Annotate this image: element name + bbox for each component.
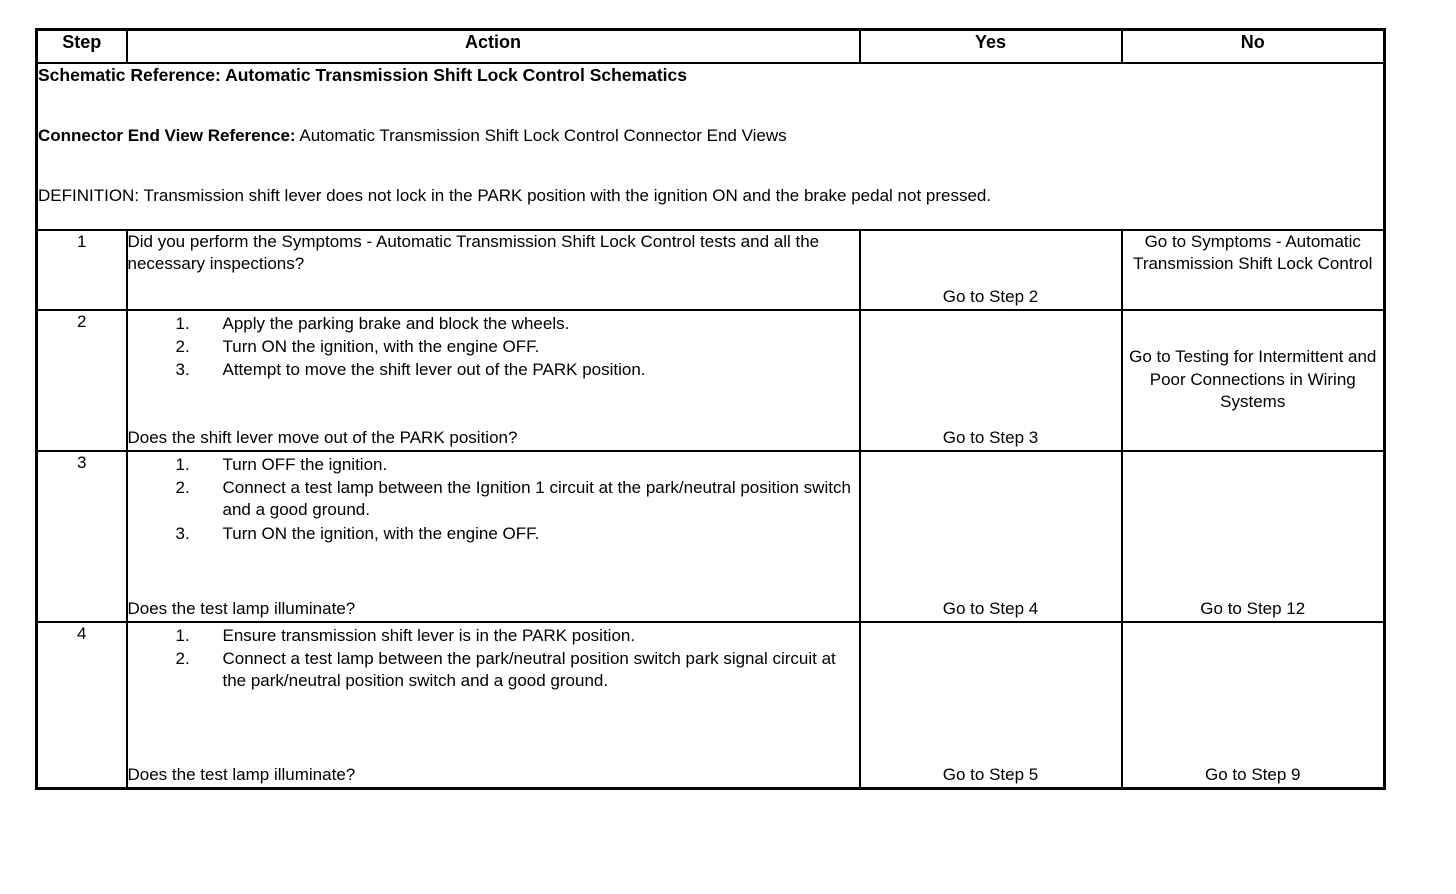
yes-text: Go to Step 3 [942, 428, 1039, 448]
action-list-item: Ensure transmission shift lever is in the PARK position. [222, 625, 636, 645]
reference-row [37, 63, 1385, 230]
connector-reference-text: Automatic Transmission Shift Lock Control Connector End Views [299, 125, 787, 145]
action-list-item: Apply the parking brake and block the wheels. [222, 313, 570, 333]
connector-reference-line [38, 125, 1383, 147]
action-list-item: Turn ON the ignition, with the engine OFF. [222, 336, 540, 356]
step-row-2 [37, 310, 1385, 451]
col-header-action: Action [127, 30, 860, 63]
step-number: 3 [37, 451, 127, 622]
steps-body [37, 230, 1385, 789]
schematic-reference-text: Automatic Transmission Shift Lock Control Schematics [225, 64, 687, 85]
action-list-item: Connect a test lamp between the Ignition 1 circuit at the park/neutral position switch and a good ground. [222, 477, 851, 520]
no-cell [1122, 451, 1385, 622]
yes-cell [860, 622, 1122, 789]
yes-cell [860, 310, 1122, 451]
action-list-item: Connect a test lamp between the park/neutral position switch park signal circuit at the park/neutral position switch and a good ground. [222, 648, 836, 691]
step-row-3 [37, 451, 1385, 622]
step-number: 4 [37, 622, 127, 789]
action-question: Does the shift lever move out of the PARK position? [127, 428, 518, 448]
definition-line: DEFINITION: Transmission shift lever does not lock in the PARK position with the ignition ON and the brake pedal not pressed. [38, 186, 992, 206]
col-header-no: No [1122, 30, 1385, 63]
step-number: 1 [37, 230, 127, 310]
action-intro: Did you perform the Symptoms - Automatic Transmission Shift Lock Control tests and all the necessary inspections? [127, 231, 820, 273]
yes-cell [860, 451, 1122, 622]
action-list [128, 625, 859, 694]
col-header-step: Step [37, 30, 127, 63]
step-number: 2 [37, 310, 127, 451]
no-cell [1122, 622, 1385, 789]
action-cell [127, 622, 860, 789]
schematic-reference-line [38, 64, 1383, 87]
step-row-4 [37, 622, 1385, 789]
action-question: Does the test lamp illuminate? [127, 599, 356, 619]
yes-cell [860, 230, 1122, 310]
col-header-yes: Yes [860, 30, 1122, 63]
step-row-1 [37, 230, 1385, 310]
action-list-item: Turn ON the ignition, with the engine OFF. [222, 523, 540, 543]
no-text: Go to Step 9 [1205, 765, 1301, 785]
no-cell [1122, 230, 1385, 310]
connector-reference-label: Connector End View Reference: [38, 125, 296, 145]
action-cell [127, 230, 860, 310]
yes-text: Go to Step 4 [942, 599, 1039, 619]
diagnostic-table [35, 28, 1386, 790]
action-cell [127, 451, 860, 622]
no-cell [1122, 310, 1385, 451]
schematic-reference-label: Schematic Reference: [38, 64, 221, 85]
header-row [37, 30, 1385, 63]
action-list-item: Attempt to move the shift lever out of the PARK position. [222, 360, 646, 380]
yes-text: Go to Step 2 [942, 287, 1039, 307]
action-list [128, 313, 859, 383]
yes-text: Go to Step 5 [942, 765, 1039, 785]
action-question: Does the test lamp illuminate? [127, 765, 356, 785]
no-text: Go to Symptoms - Automatic Transmission Shift Lock Control [1133, 231, 1373, 273]
no-text: Go to Step 12 [1200, 599, 1306, 619]
action-cell [127, 310, 860, 451]
no-text: Go to Testing for Intermittent and Poor Connections in Wiring Systems [1129, 347, 1377, 412]
table-header [37, 30, 1385, 63]
action-list-item: Turn OFF the ignition. [222, 454, 388, 474]
reference-cell [37, 63, 1385, 230]
action-list [128, 454, 859, 547]
